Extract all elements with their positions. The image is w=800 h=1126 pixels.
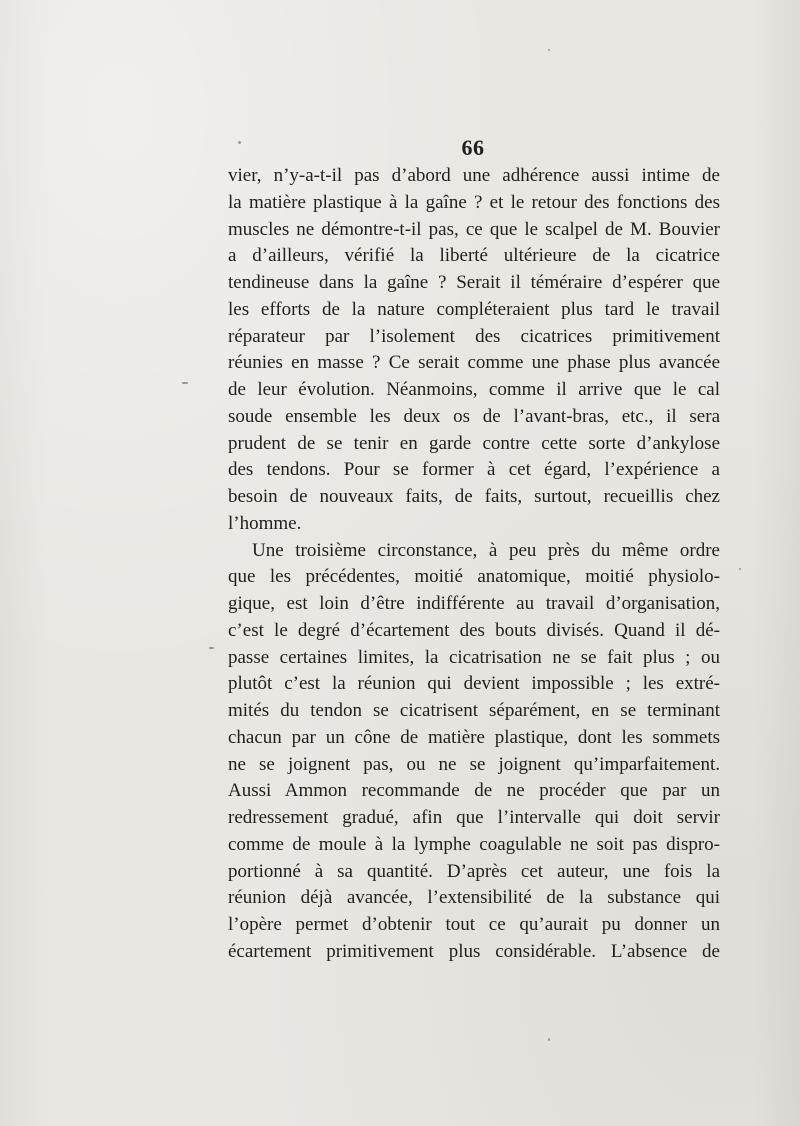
- text-line: des tendons. Pour se former à cet égard, l’expérience a: [228, 459, 720, 481]
- text-line: écartement primitivement plus considérable. L’absence de: [228, 940, 720, 962]
- text-line: besoin de nouveaux faits, de faits, surtout, recueillis chez: [228, 486, 720, 507]
- paragraph-start-line: Une troisième circonstance, à peu près du même ordre: [252, 539, 720, 561]
- text-line: l’opère permet d’obtenir tout ce qu’aurait pu donner un: [228, 914, 720, 935]
- text-line: plutôt c’est la réunion qui devient impossible ; les extré-: [228, 673, 720, 695]
- text-line: que les précédentes, moitié anatomique, moitié physiolo-: [228, 566, 720, 588]
- text-line: vier, n’y-a-t-il pas d’abord une adhérence aussi intime de: [228, 165, 720, 186]
- paper-speck: [548, 49, 550, 51]
- text-line: muscles ne démontre-t-il pas, ce que le scalpel de M. Bouvier: [228, 218, 720, 240]
- page-number: 66: [461, 135, 485, 160]
- text-line: mités du tendon se cicatrisent séparément, en se terminant: [228, 700, 720, 721]
- text-line: réunion déjà avancée, l’extensibilité de la substance qui: [228, 887, 720, 909]
- paper-speck: [739, 568, 741, 570]
- text-line: portionné à sa quantité. D’après cet auteur, une fois la: [228, 860, 720, 882]
- text-line: ne se joignent pas, ou ne se joignent qu’imparfaitement.: [228, 753, 720, 775]
- text-line: prudent de se tenir en garde contre cette sorte d’ankylose: [228, 432, 720, 454]
- text-line: les efforts de la nature compléteraient plus tard le travail: [228, 298, 720, 320]
- paper-speck: [548, 1038, 550, 1041]
- text-line: redressement gradué, afin que l’intervalle qui doit servir: [228, 807, 720, 828]
- text-line: Aussi Ammon recommande de ne procéder que par un: [228, 780, 720, 802]
- text-line: passe certaines limites, la cicatrisation ne se fait plus ; ou: [228, 646, 720, 668]
- text-line: réunies en masse ? Ce serait comme une phase plus avancée: [228, 352, 720, 374]
- text-line: comme de moule à la lymphe coagulable ne soit pas dispro-: [228, 833, 720, 855]
- text-line: soude ensemble les deux os de l’avant-bras, etc., il sera: [228, 405, 720, 427]
- paper-speck: [209, 647, 214, 649]
- paragraph-end-line: l’homme.: [228, 512, 302, 534]
- text-line: chacun par un cône de matière plastique, dont les sommets: [228, 726, 720, 748]
- text-line: de leur évolution. Néanmoins, comme il arrive que le cal: [228, 379, 720, 400]
- text-line: a d’ailleurs, vérifié la liberté ultérieure de la cicatrice: [228, 245, 720, 267]
- paper-speck: [182, 382, 188, 384]
- text-line: tendineuse dans la gaîne ? Serait il téméraire d’espérer que: [228, 272, 720, 293]
- text-line: c’est le degré d’écartement des bouts divisés. Quand il dé-: [228, 619, 720, 641]
- paper-speck: [238, 141, 241, 144]
- body-text: [228, 163, 720, 966]
- text-line: la matière plastique à la gaîne ? et le retour des fonctions des: [228, 191, 720, 213]
- text-line: gique, est loin d’être indifférente au travail d’organisation,: [228, 593, 720, 614]
- text-line: réparateur par l’isolement des cicatrices primitivement: [228, 325, 720, 347]
